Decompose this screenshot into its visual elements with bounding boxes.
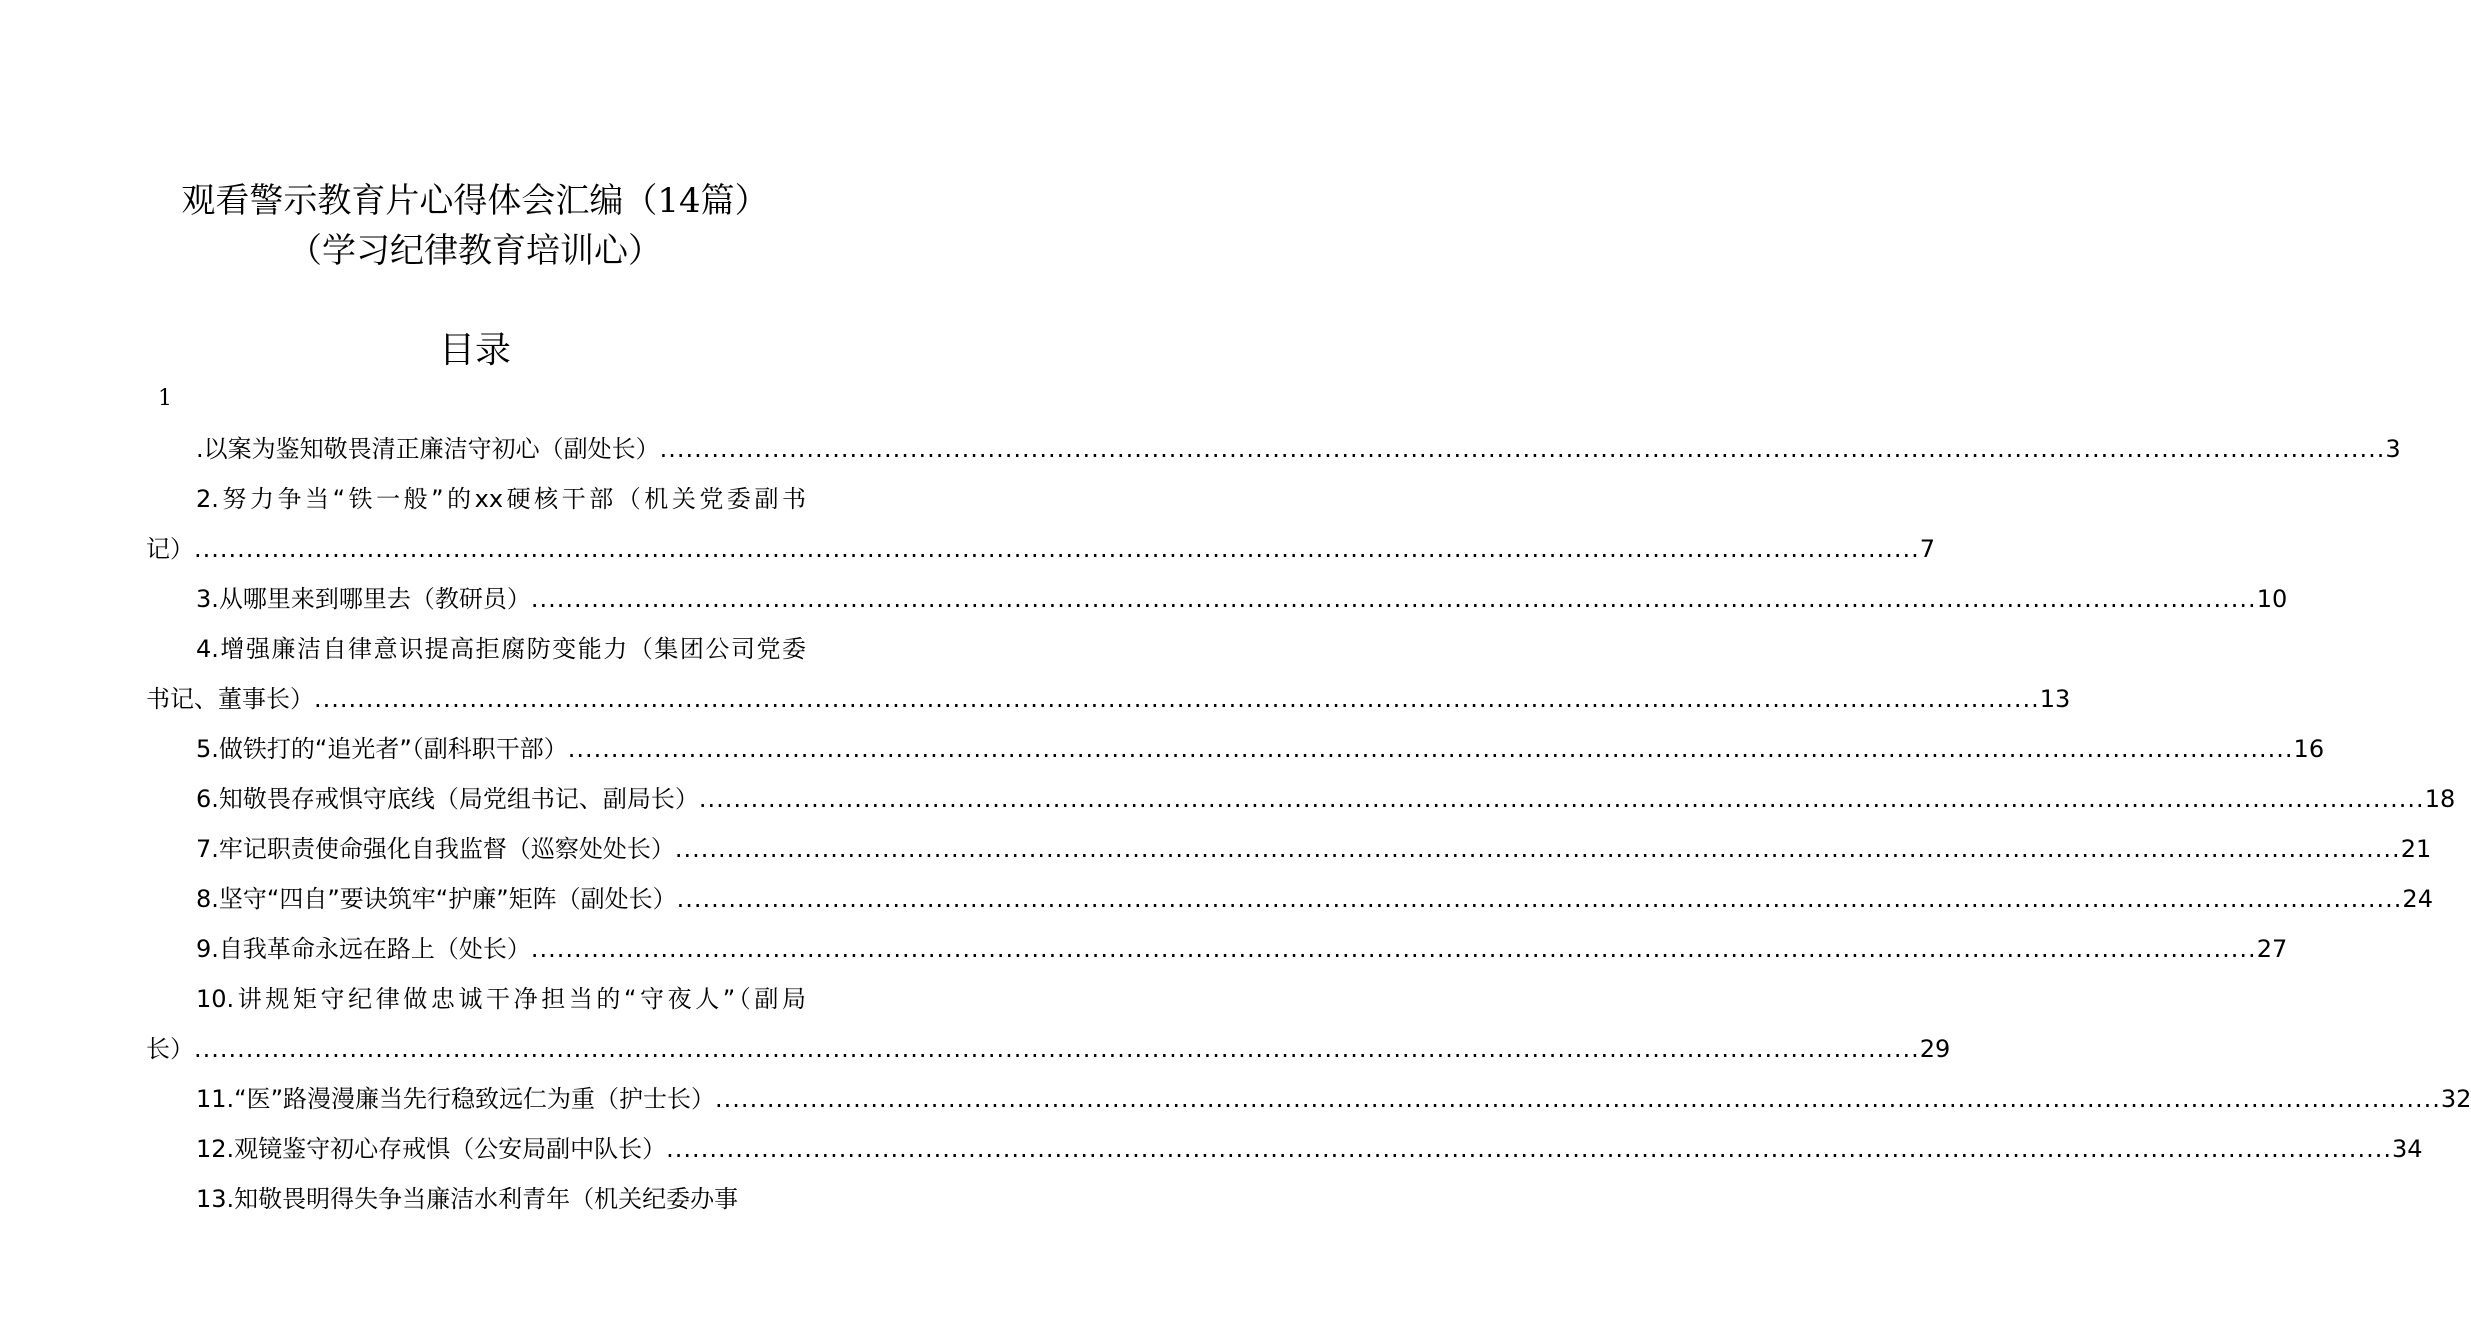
title-text: 观看警示教育片心得体会汇编（ bbox=[181, 181, 658, 221]
title-count: 14 bbox=[657, 181, 701, 221]
toc-leader-dots: ........................................................................................................................................................................................................ bbox=[666, 1135, 2392, 1163]
toc-entry-text: 5.做铁打的“追光者”（副科职干部） bbox=[196, 735, 568, 763]
toc-page-number: 10 bbox=[2256, 585, 2288, 613]
toc-entry-7[interactable] bbox=[146, 824, 2432, 874]
toc-entry-text: 8.坚守“四自”要诀筑牢“护廉”矩阵（副处长） bbox=[196, 885, 677, 913]
toc-leader-dots: ........................................................................................................................................................................................................ bbox=[567, 735, 2294, 763]
toc-entry-11[interactable] bbox=[146, 1074, 2471, 1124]
toc-page-number: 16 bbox=[2293, 735, 2325, 763]
toc-entry-2-continued[interactable] bbox=[146, 524, 1936, 574]
toc-entry-text: 11.“医”路漫漫廉当先行稳致远仁为重（护士长） bbox=[196, 1085, 716, 1113]
toc-heading: 目录 bbox=[438, 330, 511, 371]
toc-entry-text: 12.观镜鉴守初心存戒惧（公安局副中队长） bbox=[196, 1135, 667, 1163]
toc-page-number: 18 bbox=[2424, 785, 2456, 813]
toc-leader-dots: ........................................................................................................................................................................................................ bbox=[530, 585, 2257, 613]
toc-leader-dots: ........................................................................................................................................................................................................ bbox=[530, 935, 2257, 963]
toc-page-number: 13 bbox=[2039, 685, 2071, 713]
toc-entry-3[interactable] bbox=[146, 574, 2288, 624]
toc-entry-9[interactable] bbox=[146, 924, 2288, 974]
toc-entry-continuation: 记） bbox=[146, 535, 194, 563]
toc-entry-4[interactable] bbox=[146, 624, 806, 674]
toc-leader-dots: ........................................................................................................................................................................................................ bbox=[194, 1035, 1920, 1063]
toc-entry-text: 9.自我革命永远在路上（处长） bbox=[196, 935, 531, 963]
toc-leader-dots: ........................................................................................................................................................................................................ bbox=[698, 785, 2425, 813]
toc-entry-12[interactable] bbox=[146, 1124, 2423, 1174]
document-title-line-1 bbox=[0, 178, 950, 224]
toc-entry-text: 10.讲规矩守纪律做忠诚干净担当的“守夜人”（副局 bbox=[196, 985, 806, 1013]
toc-entry-text: .以案为鉴知敬畏清正廉洁守初心（副处长） bbox=[196, 435, 660, 463]
title-text-end: 篇） bbox=[700, 181, 769, 221]
toc-entry-continuation: 长） bbox=[146, 1035, 194, 1063]
toc-page-number: 32 bbox=[2440, 1085, 2471, 1113]
toc-entry-text: 4.增强廉洁自律意识提高拒腐防变能力（集团公司党委 bbox=[196, 635, 806, 663]
toc-entry-5[interactable] bbox=[146, 724, 2325, 774]
toc-page-number: 34 bbox=[2391, 1135, 2423, 1163]
toc-entry-13[interactable] bbox=[146, 1174, 806, 1224]
toc-entry-8[interactable] bbox=[146, 874, 2433, 924]
toc-entry-continuation: 书记、董事长） bbox=[146, 685, 314, 713]
toc-page-number: 21 bbox=[2400, 835, 2432, 863]
toc-leader-dots: ........................................................................................................................................................................................................ bbox=[194, 535, 1920, 563]
toc-entry-text: 6.知敬畏存戒惧守底线（局党组书记、副局长） bbox=[196, 785, 699, 813]
toc-page-number: 3 bbox=[2385, 435, 2401, 463]
toc-entry-1[interactable] bbox=[146, 424, 2401, 474]
toc-entry-text: 2.努力争当“铁一般”的xx硬核干部（机关党委副书 bbox=[196, 485, 806, 513]
toc-leader-dots: ........................................................................................................................................................................................................ bbox=[659, 435, 2386, 463]
toc-page-number: 27 bbox=[2256, 935, 2288, 963]
toc-page-number: 29 bbox=[1919, 1035, 1951, 1063]
toc-entry-6[interactable] bbox=[146, 774, 2456, 824]
toc-entry-text: 13.知敬畏明得失争当廉洁水利青年（机关纪委办事 bbox=[196, 1185, 739, 1213]
toc-entry-10-continued[interactable] bbox=[146, 1024, 1951, 1074]
document-title-line-2: （学习纪律教育培训心） bbox=[288, 231, 662, 271]
toc-entry-10[interactable] bbox=[146, 974, 806, 1024]
toc-entry-text: 3.从哪里来到哪里去（教研员） bbox=[196, 585, 531, 613]
toc-entry-text: 7.牢记职责使命强化自我监督（巡察处处长） bbox=[196, 835, 675, 863]
toc-leader-dots: ........................................................................................................................................................................................................ bbox=[676, 885, 2403, 913]
toc-page-number: 7 bbox=[1919, 535, 1936, 563]
toc-page-number: 24 bbox=[2402, 885, 2433, 913]
toc-entry-2[interactable] bbox=[146, 474, 806, 524]
toc-leader-dots: ........................................................................................................................................................................................................ bbox=[715, 1085, 2441, 1113]
page-marker: 1 bbox=[158, 386, 172, 411]
table-of-contents bbox=[146, 424, 2471, 1224]
toc-leader-dots: ........................................................................................................................................................................................................ bbox=[314, 685, 2040, 713]
toc-entry-4-continued[interactable] bbox=[146, 674, 2071, 724]
toc-leader-dots: ........................................................................................................................................................................................................ bbox=[674, 835, 2401, 863]
